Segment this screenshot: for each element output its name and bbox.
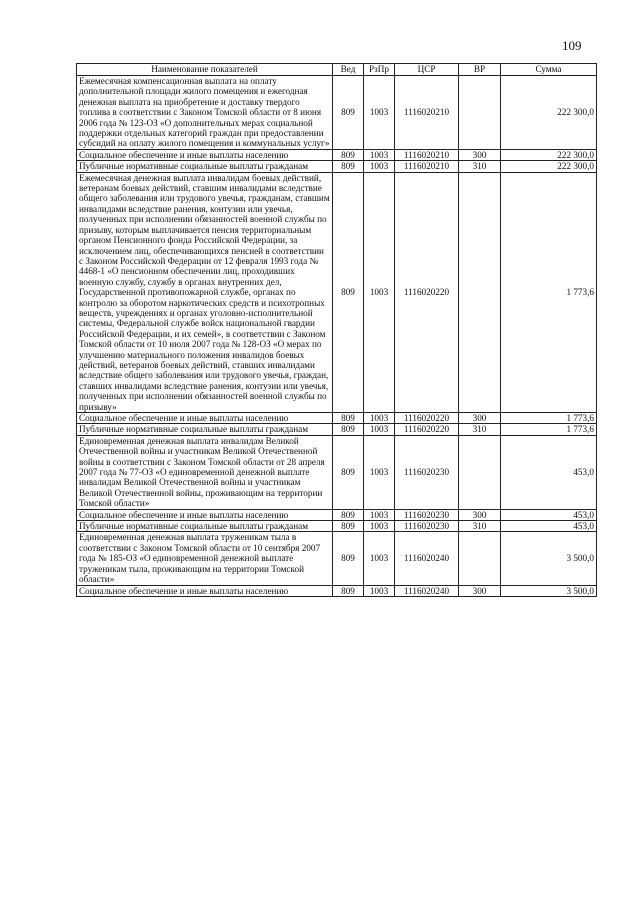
row-csr: 1116020220 — [395, 172, 459, 412]
row-csr: 1116020220 — [395, 424, 459, 435]
table-row — [77, 521, 597, 532]
row-vr — [459, 435, 501, 509]
row-csr: 1116020210 — [395, 161, 459, 172]
row-name: Единовременная денежная выплата инвалидам Великой Отечественной войны и участникам Великой Отечественной войны в соответствии с Законом Томской области от 28 апреля 2007 года № 77-ОЗ «О единовременной денежной выплате инвалидам Великой Отечественной войны и участникам Великой Отечественной войны, проживающим на территории Томской области» — [77, 435, 333, 509]
row-sum: 1 773,6 — [501, 424, 597, 435]
row-rzpr: 1003 — [364, 532, 395, 585]
row-csr: 1116020230 — [395, 509, 459, 520]
page-number: 109 — [562, 38, 582, 53]
row-vr: 300 — [459, 149, 501, 160]
row-sum: 3 500,0 — [501, 585, 597, 596]
row-ved: 809 — [333, 161, 364, 172]
row-ved: 809 — [333, 424, 364, 435]
row-csr: 1116020210 — [395, 149, 459, 160]
header-vr: ВР — [459, 64, 501, 76]
table-row — [77, 435, 597, 509]
row-rzpr: 1003 — [364, 172, 395, 412]
row-sum: 1 773,6 — [501, 413, 597, 424]
row-ved: 809 — [333, 413, 364, 424]
row-name: Социальное обеспечение и иные выплаты населению — [77, 585, 333, 596]
row-name: Публичные нормативные социальные выплаты гражданам — [77, 521, 333, 532]
header-sum: Сумма — [501, 64, 597, 76]
row-sum: 453,0 — [501, 521, 597, 532]
row-ved: 809 — [333, 149, 364, 160]
header-ved: Вед — [333, 64, 364, 76]
row-ved: 809 — [333, 435, 364, 509]
row-sum: 222 300,0 — [501, 76, 597, 150]
table-row — [77, 509, 597, 520]
table-row — [77, 424, 597, 435]
row-sum: 222 300,0 — [501, 149, 597, 160]
header-rzpr: РзПр — [364, 64, 395, 76]
row-name: Социальное обеспечение и иные выплаты населению — [77, 149, 333, 160]
table-header-row — [77, 64, 597, 76]
row-name: Социальное обеспечение и иные выплаты населению — [77, 413, 333, 424]
row-vr: 310 — [459, 161, 501, 172]
table-row — [77, 161, 597, 172]
row-ved: 809 — [333, 172, 364, 412]
row-ved: 809 — [333, 509, 364, 520]
row-rzpr: 1003 — [364, 76, 395, 150]
table-row — [77, 413, 597, 424]
table-row — [77, 532, 597, 585]
row-vr — [459, 76, 501, 150]
row-vr: 300 — [459, 585, 501, 596]
row-rzpr: 1003 — [364, 585, 395, 596]
row-csr: 1116020210 — [395, 76, 459, 150]
row-rzpr: 1003 — [364, 161, 395, 172]
row-rzpr: 1003 — [364, 149, 395, 160]
row-csr: 1116020240 — [395, 532, 459, 585]
table-row — [77, 172, 597, 412]
row-sum: 222 300,0 — [501, 161, 597, 172]
row-rzpr: 1003 — [364, 435, 395, 509]
row-rzpr: 1003 — [364, 521, 395, 532]
budget-table — [76, 63, 597, 597]
row-name: Единовременная денежная выплата труженикам тыла в соответствии с Законом Томской области от 10 сентября 2007 года № 185-ОЗ «О единовременной денежной выплате труженикам тыла, проживающим на территории Томской области» — [77, 532, 333, 585]
row-ved: 809 — [333, 585, 364, 596]
row-csr: 1116020220 — [395, 413, 459, 424]
row-csr: 1116020230 — [395, 435, 459, 509]
row-sum: 453,0 — [501, 435, 597, 509]
table-row — [77, 585, 597, 596]
row-vr: 300 — [459, 413, 501, 424]
row-vr: 310 — [459, 521, 501, 532]
header-csr: ЦСР — [395, 64, 459, 76]
row-sum: 453,0 — [501, 509, 597, 520]
table-row — [77, 149, 597, 160]
row-csr: 1116020230 — [395, 521, 459, 532]
header-name: Наименование показателей — [77, 64, 333, 76]
row-ved: 809 — [333, 76, 364, 150]
row-name: Социальное обеспечение и иные выплаты населению — [77, 509, 333, 520]
row-rzpr: 1003 — [364, 424, 395, 435]
row-sum: 1 773,6 — [501, 172, 597, 412]
row-name: Ежемесячная компенсационная выплата на оплату дополнительной площади жилого помещения и ежегодная денежная выплата на приобретение и доставку твердого топлива в соответствии с Законом Томской области от 8 июня 2006 года № 123-ОЗ «О дополнительных мерах социальной поддержки отдельных категорий граждан при предоставлении субсидий на оплату жилого помещения и коммунальных услуг» — [77, 76, 333, 150]
row-vr — [459, 172, 501, 412]
table-row — [77, 76, 597, 150]
row-sum: 3 500,0 — [501, 532, 597, 585]
row-vr: 300 — [459, 509, 501, 520]
row-rzpr: 1003 — [364, 509, 395, 520]
row-vr — [459, 532, 501, 585]
row-name: Публичные нормативные социальные выплаты гражданам — [77, 161, 333, 172]
row-name: Публичные нормативные социальные выплаты гражданам — [77, 424, 333, 435]
row-ved: 809 — [333, 532, 364, 585]
row-vr: 310 — [459, 424, 501, 435]
row-ved: 809 — [333, 521, 364, 532]
row-name: Ежемесячная денежная выплата инвалидам боевых действий, ветеранам боевых действий, ставшим инвалидами вследствие общего заболевания или трудового увечья, гражданам, ставшим инвалидами вследствие ранения, контузии или увечья, полученных при исполнении обязанностей военной службы по призыву, которым выплачивается пенсия территориальным органом Пенсионного фонда Российской Федерации, за исключением лиц, обеспечивающихся пенсией в соответствии с Законом Российской Федерации от 12 февраля 1993 года № 4468-1 «О пенсионном обеспечении лиц, проходивших военную службу, службу в органах внутренних дел, Государственной противопожарной службе, органах по контролю за оборотом наркотических средств и психотропных веществ, учреждениях и органах уголовно-исполнительной системы, Федеральной службе войск национальной гвардии Российской Федерации, и их семей», в соответствии с Законом Томской области от 10 июля 2007 года № 128-ОЗ «О мерах по улучшению материального положения инвалидов боевых действий, ветеранов боевых действий, ставших инвалидами вследствие общего заболевания или трудового увечья, граждан, ставших инвалидами вследствие ранения, контузии или увечья, полученных при исполнении обязанностей военной службы по призыву» — [77, 172, 333, 412]
row-rzpr: 1003 — [364, 413, 395, 424]
row-csr: 1116020240 — [395, 585, 459, 596]
